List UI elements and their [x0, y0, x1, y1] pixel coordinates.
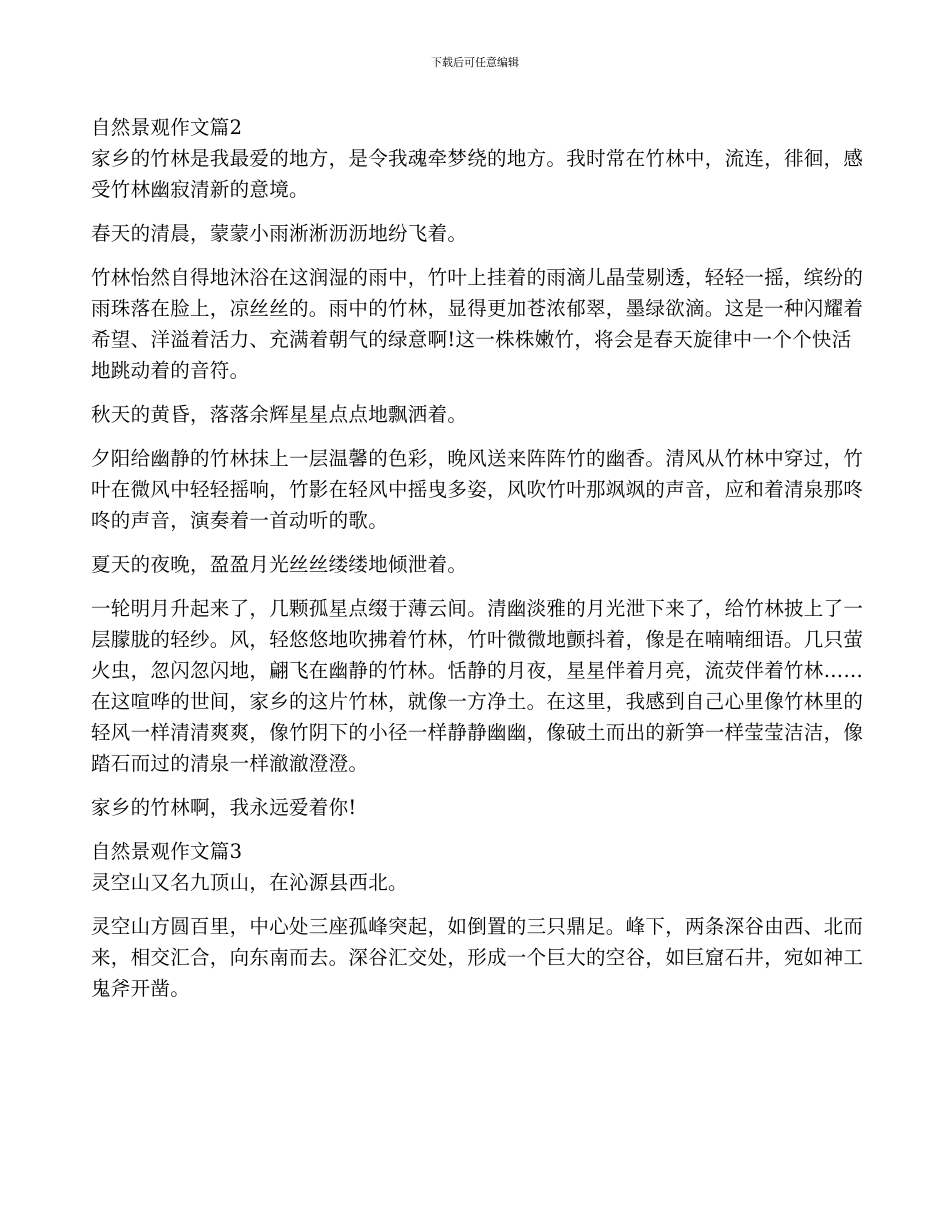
paragraph: 一轮明月升起来了，几颗孤星点缀于薄云间。清幽淡雅的月光泄下来了，给竹林披上了一层朦胧的轻纱。风，轻悠悠地吹拂着竹林，竹叶微微地颤抖着，像是在喃喃细语。几只萤火虫，忽闪忽闪地，翩飞在幽静的竹林。恬静的月夜，星星伴着月亮，流荧伴着竹林……	[91, 597, 864, 682]
paragraph: 家乡的竹林啊，我永远爱着你!	[91, 796, 357, 819]
paragraph: 灵空山又名九顶山，在沁源县西北。	[91, 871, 408, 894]
document-body	[91, 112, 866, 1004]
page-header-note: 下载后可任意编辑	[431, 56, 519, 69]
paragraph: 秋天的黄昏，落落余辉星星点点地飘洒着。	[91, 403, 468, 426]
paragraph: 春天的清晨，蒙蒙小雨淅淅沥沥地纷飞着。	[91, 222, 468, 245]
paragraph: 灵空山方圆百里，中心处三座孤峰突起，如倒置的三只鼎足。峰下，两条深谷由西、北而来，相交汇合，向东南而去。深谷汇交处，形成一个巨大的空谷，如巨窟石井，宛如神工鬼斧开凿。	[91, 915, 864, 1000]
paragraph: 竹林怡然自得地沐浴在这润湿的雨中，竹叶上挂着的雨滴儿晶莹剔透，轻轻一摇，缤纷的雨珠落在脸上，凉丝丝的。雨中的竹林，显得更加苍浓郁翠，墨绿欲滴。这是一种闪耀着希望、洋溢着活力、充满着朝气的绿意啊!这一株株嫩竹，将会是春天旋律中一个个快活地跳动着的音符。	[91, 266, 864, 382]
paragraph: 夕阳给幽静的竹林抹上一层温馨的色彩，晚风送来阵阵竹的幽香。清风从竹林中穿过，竹叶在微风中轻轻摇响，竹影在轻风中摇曳多姿，风吹竹叶那飒飒的声音，应和着清泉那咚咚的声音，演奏着一首动听的歌。	[91, 447, 864, 532]
section-heading-3: 自然景观作文篇3	[91, 840, 243, 863]
section-heading-2: 自然景观作文篇2	[91, 116, 243, 139]
paragraph: 夏天的夜晚，盈盈月光丝丝缕缕地倾泄着。	[91, 553, 468, 576]
paragraph: 家乡的竹林是我最爱的地方，是令我魂牵梦绕的地方。我时常在竹林中，流连，徘徊，感受竹林幽寂清新的意境。	[91, 147, 864, 201]
paragraph: 在这喧哗的世间，家乡的这片竹林，就像一方净土。在这里，我感到自己心里像竹林里的轻风一样清清爽爽，像竹阴下的小径一样静静幽幽，像破土而出的新笋一样莹莹洁洁，像踏石而过的清泉一样澈澈澄澄。	[91, 690, 864, 775]
